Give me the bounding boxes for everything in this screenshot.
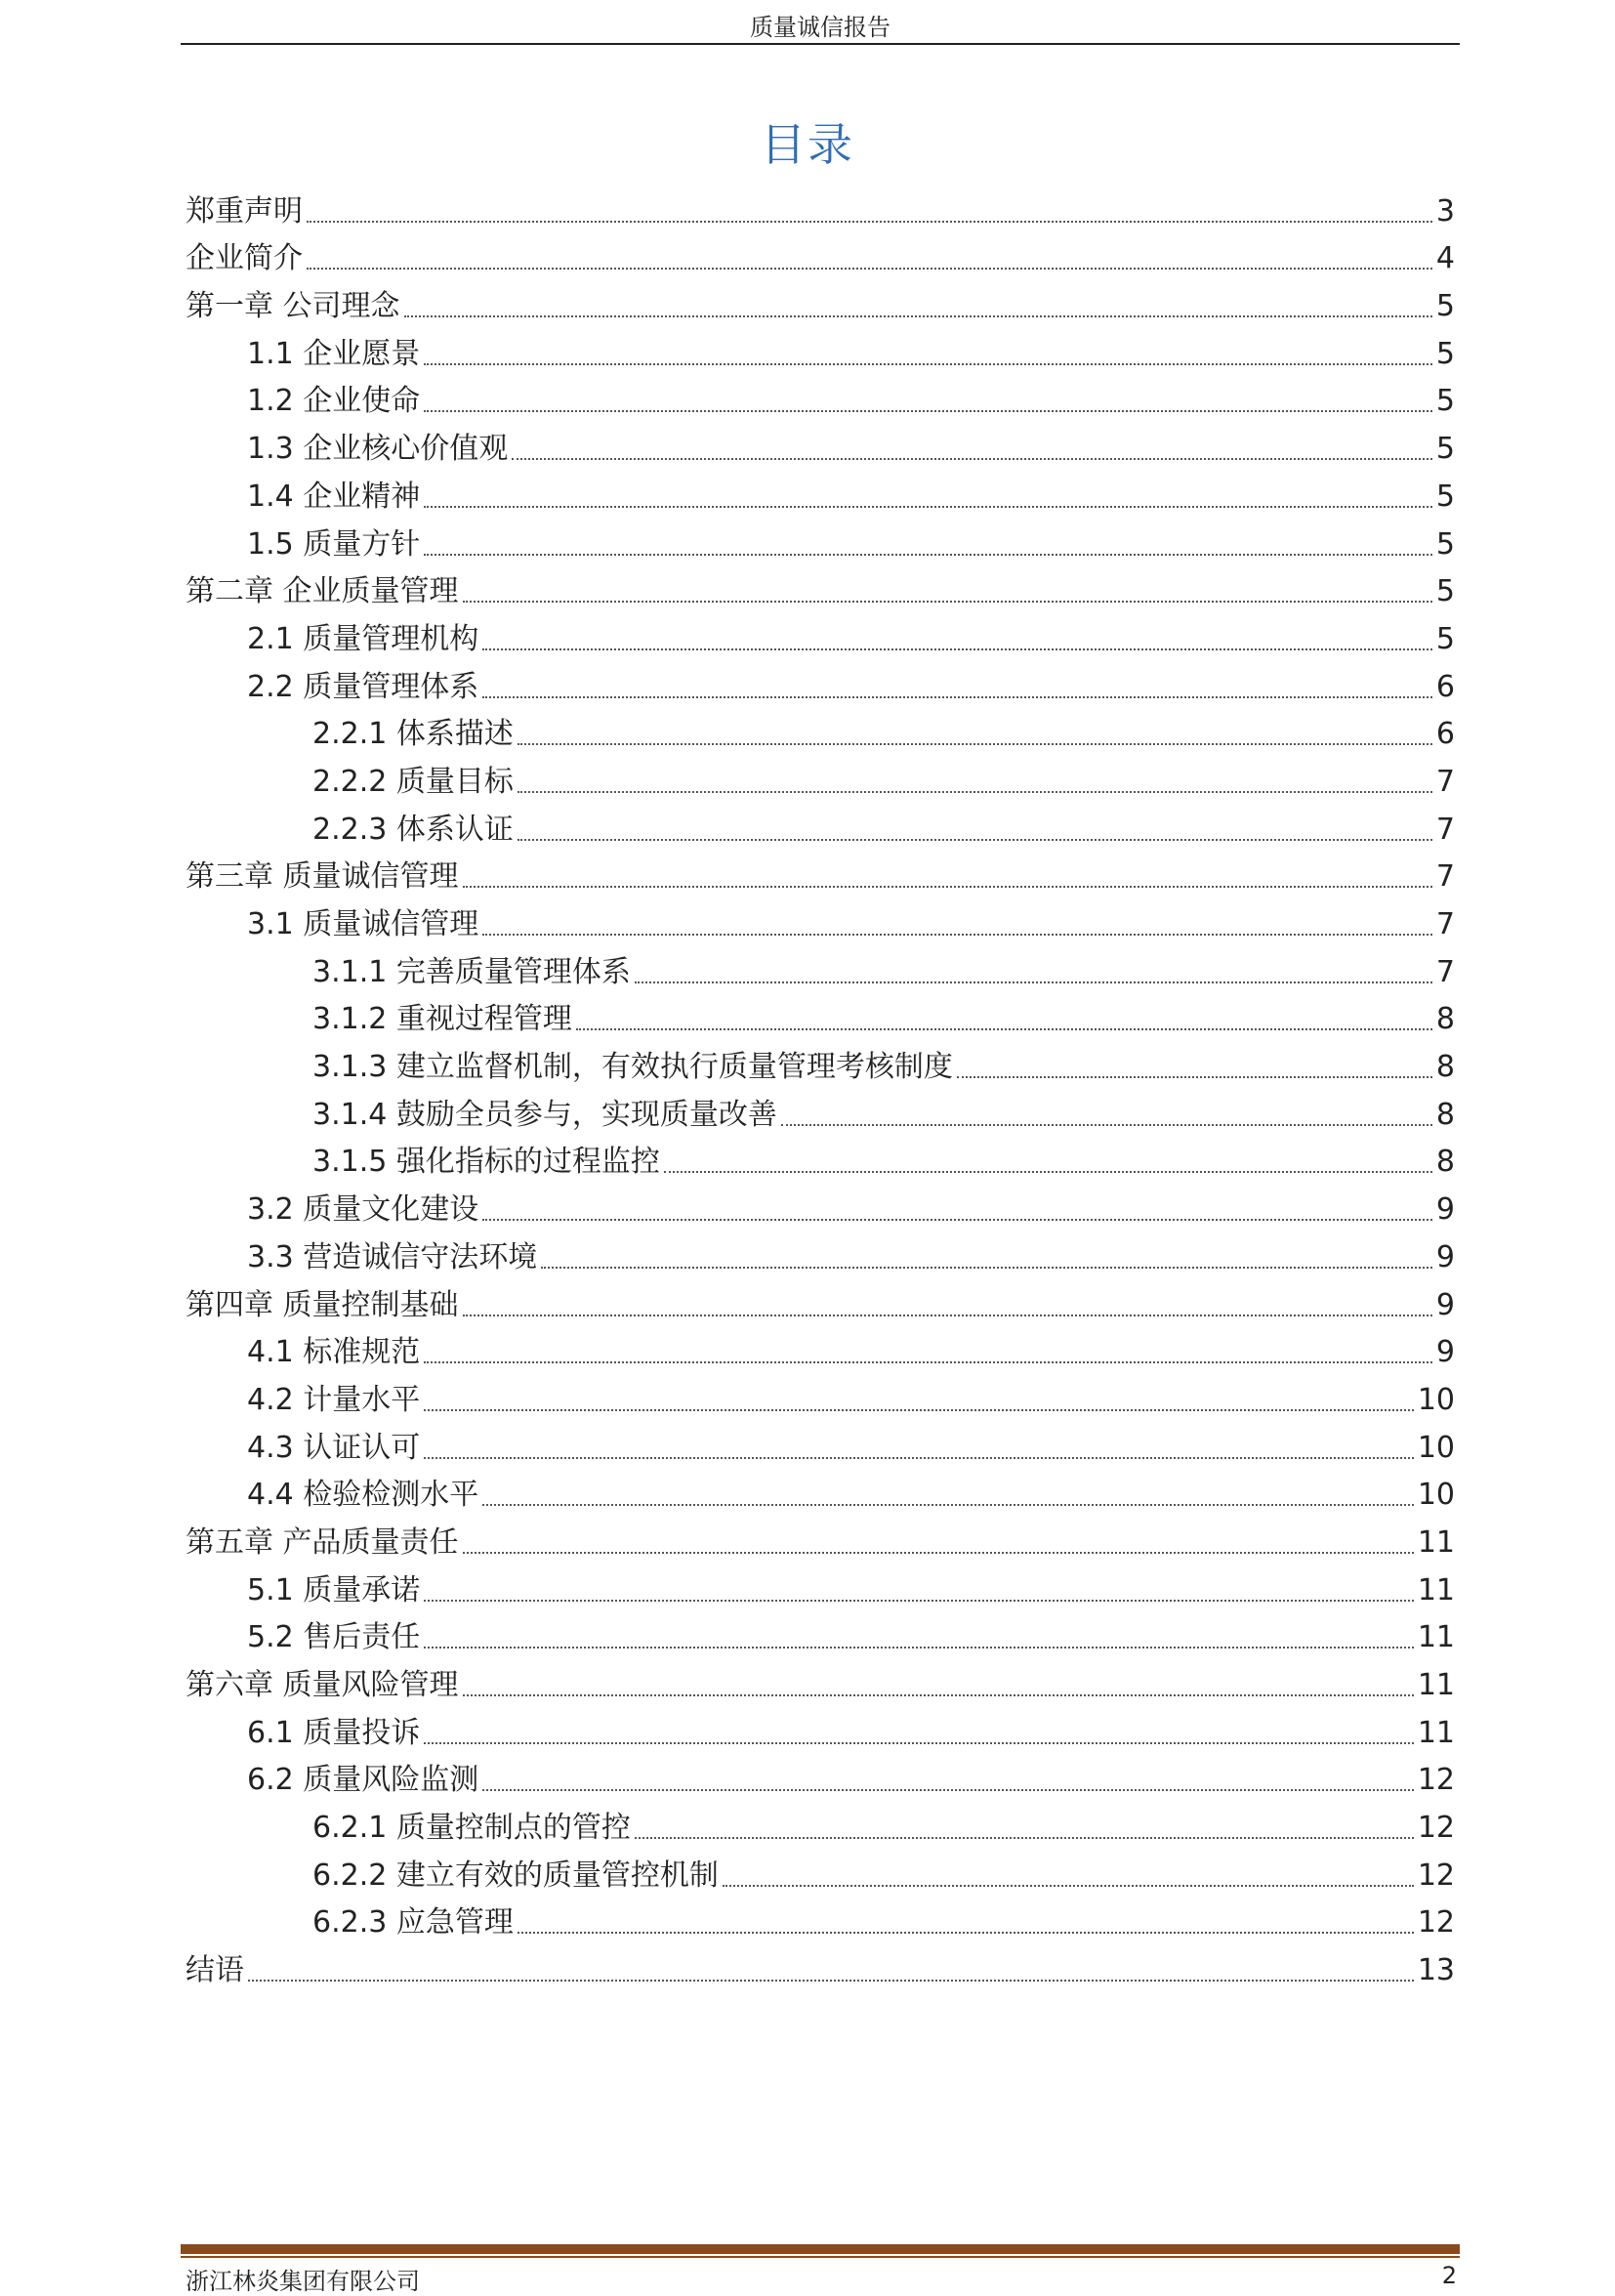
toc-entry-page: 11 — [1417, 1572, 1455, 1607]
toc-entry-page: 6 — [1435, 717, 1455, 752]
toc-entry-label: 5.1 质量承诺 — [247, 1572, 421, 1607]
toc-entry[interactable] — [186, 1043, 1455, 1091]
toc-entry-page: 10 — [1417, 1478, 1455, 1513]
toc-entry-label: 3.1.2 重视过程管理 — [312, 1002, 572, 1037]
toc-dot-leader — [463, 601, 1432, 603]
toc-entry[interactable] — [186, 1804, 1455, 1852]
toc-dot-leader — [664, 1171, 1432, 1173]
toc-entry-page: 7 — [1435, 859, 1455, 895]
toc-entry-page: 6 — [1435, 669, 1455, 704]
toc-dot-leader — [307, 221, 1432, 223]
toc-entry-label: 6.2.2 建立有效的质量管控机制 — [312, 1858, 719, 1893]
toc-entry-page: 13 — [1417, 1953, 1455, 1988]
toc-entry[interactable] — [186, 1661, 1455, 1709]
toc-entry[interactable] — [186, 1186, 1455, 1233]
toc-dot-leader — [482, 934, 1432, 936]
toc-dot-leader — [541, 1267, 1432, 1269]
toc-entry[interactable] — [186, 1566, 1455, 1614]
toc-dot-leader — [957, 1076, 1432, 1078]
toc-entry-label: 2.2.1 体系描述 — [312, 717, 514, 752]
toc-dot-leader — [424, 554, 1432, 556]
toc-entry[interactable] — [186, 900, 1455, 948]
toc-entry[interactable] — [186, 521, 1455, 568]
toc-entry[interactable] — [186, 1329, 1455, 1377]
toc-dot-leader — [404, 315, 1432, 317]
toc-dot-leader — [482, 1504, 1414, 1506]
toc-entry-page: 9 — [1435, 1192, 1455, 1228]
toc-entry-page: 7 — [1435, 764, 1455, 799]
toc-entry-label: 6.2 质量风险监测 — [247, 1763, 479, 1798]
toc-entry-label: 1.1 企业愿景 — [247, 336, 421, 371]
toc-entry-label: 3.1.5 强化指标的过程监控 — [312, 1145, 660, 1180]
toc-entry[interactable] — [186, 378, 1455, 426]
toc-entry-page: 9 — [1435, 1239, 1455, 1274]
toc-entry-page: 9 — [1435, 1287, 1455, 1322]
toc-entry-label: 第六章 质量风险管理 — [186, 1668, 459, 1702]
toc-entry[interactable] — [186, 568, 1455, 616]
toc-entry-page: 12 — [1417, 1763, 1455, 1798]
toc-entry[interactable] — [186, 615, 1455, 663]
header-title: 质量诚信报告 — [750, 14, 890, 41]
toc-entry-page: 8 — [1435, 1097, 1455, 1132]
toc-entry-page: 5 — [1435, 574, 1455, 609]
toc-dot-leader — [518, 743, 1432, 745]
toc-entry-page: 8 — [1435, 1002, 1455, 1037]
toc-entry-page: 5 — [1435, 621, 1455, 656]
toc-dot-leader — [635, 1837, 1414, 1839]
toc-dot-leader — [518, 839, 1432, 841]
toc-dot-leader — [424, 506, 1432, 508]
toc-entry-page: 7 — [1435, 812, 1455, 847]
toc-entry-page: 5 — [1435, 384, 1455, 419]
toc-entry[interactable] — [186, 1091, 1455, 1139]
toc-dot-leader — [463, 886, 1432, 888]
toc-entry-page: 11 — [1417, 1620, 1455, 1655]
toc-entry[interactable] — [186, 282, 1455, 330]
toc-dot-leader — [463, 1552, 1414, 1554]
toc-dot-leader — [307, 268, 1432, 270]
toc-entry-page: 11 — [1417, 1715, 1455, 1750]
toc-entry-page: 5 — [1435, 289, 1455, 324]
toc-dot-leader — [723, 1885, 1414, 1887]
table-of-contents — [186, 188, 1455, 1994]
toc-entry-page: 5 — [1435, 432, 1455, 467]
toc-dot-leader — [482, 1219, 1432, 1221]
toc-entry-page: 8 — [1435, 1050, 1455, 1085]
toc-entry[interactable] — [186, 235, 1455, 283]
toc-entry-page: 10 — [1417, 1430, 1455, 1465]
toc-dot-leader — [576, 1028, 1432, 1030]
toc-entry-page: 11 — [1417, 1524, 1455, 1560]
toc-entry-label: 2.1 质量管理机构 — [247, 621, 479, 656]
toc-entry[interactable] — [186, 806, 1455, 854]
toc-dot-leader — [424, 410, 1432, 412]
toc-entry-page: 5 — [1435, 526, 1455, 562]
toc-dot-leader — [424, 1742, 1414, 1744]
toc-entry[interactable] — [186, 1424, 1455, 1472]
toc-entry-label: 3.1.3 建立监督机制，有效执行质量管理考核制度 — [312, 1050, 953, 1085]
toc-entry-label: 3.1.1 完善质量管理体系 — [312, 954, 631, 989]
toc-dot-leader — [248, 1980, 1414, 1982]
toc-dot-leader — [424, 1647, 1414, 1649]
toc-entry-label: 2.2 质量管理体系 — [247, 669, 479, 704]
toc-entry-page: 10 — [1417, 1382, 1455, 1417]
toc-dot-leader — [482, 648, 1432, 650]
toc-dot-leader — [463, 1694, 1414, 1696]
toc-dot-leader — [482, 1789, 1414, 1791]
toc-entry[interactable] — [186, 1899, 1455, 1947]
page-header — [181, 0, 1460, 45]
toc-dot-leader — [463, 1315, 1432, 1316]
toc-entry-page: 5 — [1435, 479, 1455, 514]
toc-entry-label: 1.5 质量方针 — [247, 526, 421, 562]
toc-entry[interactable] — [186, 473, 1455, 521]
toc-entry[interactable] — [186, 1376, 1455, 1424]
toc-dot-leader — [518, 1932, 1414, 1934]
toc-entry-label: 6.2.1 质量控制点的管控 — [312, 1811, 631, 1846]
toc-entry-label: 第四章 质量控制基础 — [186, 1287, 459, 1322]
toc-entry-label: 4.4 检验检测水平 — [247, 1478, 479, 1513]
toc-entry[interactable] — [186, 948, 1455, 996]
toc-entry[interactable] — [186, 854, 1455, 901]
footer-company: 浙江林炎集团有限公司 — [186, 2268, 420, 2295]
toc-entry-label: 3.3 营造诚信守法环境 — [247, 1239, 538, 1274]
toc-entry-label: 第二章 企业质量管理 — [186, 574, 459, 609]
toc-entry[interactable] — [186, 1472, 1455, 1520]
toc-dot-leader — [635, 981, 1432, 983]
toc-dot-leader — [424, 1457, 1414, 1459]
toc-entry[interactable] — [186, 758, 1455, 806]
toc-entry-page: 9 — [1435, 1335, 1455, 1370]
toc-entry-page: 12 — [1417, 1811, 1455, 1846]
toc-entry[interactable] — [186, 330, 1455, 378]
toc-entry[interactable] — [186, 1233, 1455, 1281]
toc-entry[interactable] — [186, 1852, 1455, 1899]
toc-entry[interactable] — [186, 1614, 1455, 1662]
toc-dot-leader — [482, 696, 1432, 698]
toc-entry-label: 6.2.3 应急管理 — [312, 1905, 514, 1941]
toc-entry-label: 3.1 质量诚信管理 — [247, 907, 479, 941]
toc-entry-label: 第三章 质量诚信管理 — [186, 859, 459, 895]
toc-entry-label: 2.2.2 质量目标 — [312, 764, 514, 799]
toc-entry-label: 3.2 质量文化建设 — [247, 1192, 479, 1228]
toc-entry-label: 6.1 质量投诉 — [247, 1715, 421, 1750]
toc-entry[interactable] — [186, 425, 1455, 473]
toc-dot-leader — [424, 1409, 1414, 1411]
toc-dot-leader — [424, 363, 1432, 365]
toc-entry-label: 第一章 公司理念 — [186, 289, 400, 324]
toc-title: 目录 — [761, 118, 854, 171]
toc-entry-label: 2.2.3 体系认证 — [312, 812, 514, 847]
toc-entry-label: 1.3 企业核心价值观 — [247, 432, 509, 467]
toc-entry[interactable] — [186, 188, 1455, 235]
toc-entry[interactable] — [186, 1281, 1455, 1329]
toc-entry-page: 11 — [1417, 1668, 1455, 1702]
toc-entry-page: 8 — [1435, 1145, 1455, 1180]
toc-entry-page: 12 — [1417, 1905, 1455, 1941]
toc-entry[interactable] — [186, 663, 1455, 711]
toc-entry-label: 结语 — [186, 1953, 244, 1988]
toc-entry-label: 4.1 标准规范 — [247, 1335, 421, 1370]
toc-dot-leader — [512, 458, 1432, 460]
toc-dot-leader — [424, 1600, 1414, 1602]
toc-entry-label: 1.4 企业精神 — [247, 479, 421, 514]
toc-entry[interactable] — [186, 1946, 1455, 1994]
toc-entry-page: 3 — [1435, 193, 1455, 229]
toc-entry-label: 4.2 计量水平 — [247, 1382, 421, 1417]
toc-entry-label: 4.3 认证认可 — [247, 1430, 421, 1465]
toc-entry-page: 5 — [1435, 336, 1455, 371]
toc-entry-label: 郑重声明 — [186, 193, 303, 229]
footer-rule — [181, 2244, 1460, 2254]
toc-entry-page: 7 — [1435, 954, 1455, 989]
toc-entry-label: 1.2 企业使命 — [247, 384, 421, 419]
toc-entry-label: 5.2 售后责任 — [247, 1620, 421, 1655]
toc-entry[interactable] — [186, 711, 1455, 759]
footer-rule-thin — [181, 2256, 1460, 2258]
toc-entry-page: 12 — [1417, 1858, 1455, 1893]
toc-entry-label: 第五章 产品质量责任 — [186, 1524, 459, 1560]
toc-entry[interactable] — [186, 1519, 1455, 1566]
toc-entry-label: 3.1.4 鼓励全员参与，实现质量改善 — [312, 1097, 777, 1132]
toc-entry[interactable] — [186, 996, 1455, 1044]
toc-entry[interactable] — [186, 1709, 1455, 1757]
toc-dot-leader — [781, 1124, 1432, 1126]
footer-page-number: 2 — [1441, 2262, 1457, 2289]
toc-entry-page: 7 — [1435, 907, 1455, 941]
toc-entry-page: 4 — [1435, 241, 1455, 276]
toc-entry-label: 企业简介 — [186, 241, 303, 276]
toc-dot-leader — [424, 1361, 1432, 1363]
toc-entry[interactable] — [186, 1757, 1455, 1805]
toc-dot-leader — [518, 791, 1432, 793]
toc-entry[interactable] — [186, 1139, 1455, 1187]
